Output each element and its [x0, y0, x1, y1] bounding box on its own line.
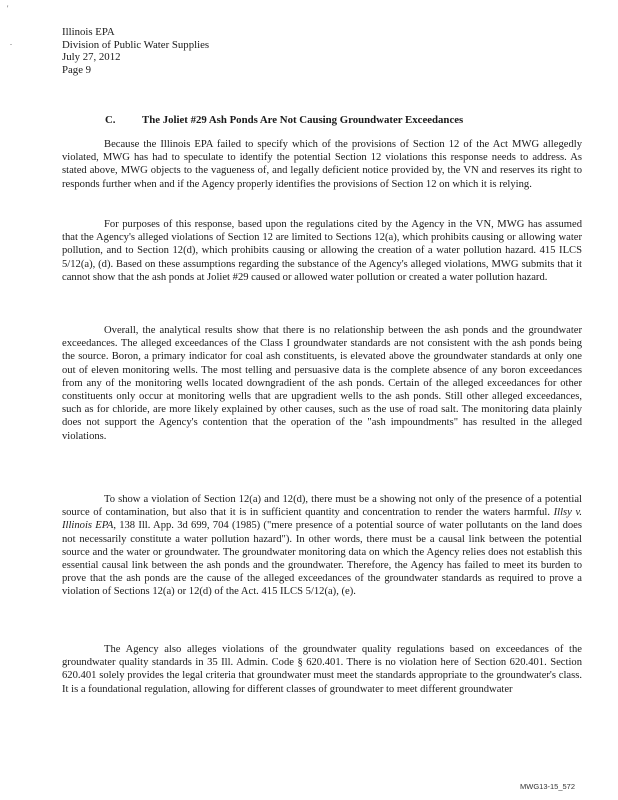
paragraph-5: The Agency also alleges violations of the groundwater quality regulations based on exceedances of the groundwater quality standards in 35 Ill. Admin. Code § 620.401. There is no violation here of Section 620.401. Section 620.401 solely provides the legal criteria that groundwater must meet the standards appropriate to the groundwater's class. It is a foundational regulation, allowing for different classes of groundwater to meet different groundwater [62, 644, 582, 695]
section-heading [105, 114, 463, 127]
section-letter: C. [105, 114, 116, 126]
recipient-agency: Illinois EPA [62, 26, 115, 38]
paragraph-4-text-a: To show a violation of Section 12(a) and 12(d), there must be a showing not only of the presence of a potential source of contamination, but also that it is in sufficient quantity and concentration to render the waters harmful. [62, 494, 582, 519]
case-citation: Illsy v. Illinois EPA [62, 507, 583, 532]
paragraph-1: Because the Illinois EPA failed to specify which of the provisions of Section 12 of the Act MWG allegedly violated, MWG has had to speculate to identify the potential Section 12 violations this response needs to address. As stated above, MWG objects to the vagueness of, and legally deficient notice provided by, the VN and reserves its right to responds further when and if the Agency properly identifies the provisions of Section 12 on which it is relying. [62, 139, 582, 190]
scan-speck: ' [7, 4, 9, 13]
paragraph-2: For purposes of this response, based upon the regulations cited by the Agency in the VN, MWG has assumed that the Agency's alleged violations of Section 12 are limited to Sections 12(a), which prohibits causing or allowing water pollution, and to Section 12(d), which prohibits causing or allowing the creation of a water pollution hazard. 415 ILCS 5/12(a), (d). Based on these assumptions regarding the substance of the Agency's alleged violations, MWG submits that it cannot show that the ash ponds at Joliet #29 caused or allowed water pollution or created a water pollution hazard. [62, 219, 582, 283]
letter-date: July 27, 2012 [62, 51, 121, 63]
paragraph-3: Overall, the analytical results show that there is no relationship between the ash ponds and the groundwater exceedances. The alleged exceedances of the Class I groundwater standards are not consistent with the ash ponds being the source. Boron, a primary indicator for coal ash constituents, is elevated above the groundwater standards at only one out of eleven monitoring wells. The most telling and persuasive data is the complete absence of any boron exceedances from any of the monitoring wells located downgradient of the ash ponds. Certain of the alleged exceedances for other constituents only occur at monitoring wells that are upgradient wells to the ash ponds. Still other alleged exceedances, such as for chloride, are more likely explained by other causes, such as the use of road salt. The monitoring data plainly does not support the Agency's contention that the operation of the "ash impoundments" has resulted in the alleged violations. [62, 325, 582, 442]
recipient-division: Division of Public Water Supplies [62, 38, 210, 51]
bates-number: MWG13-15_572 [520, 782, 576, 791]
page-number: Page 9 [62, 63, 92, 76]
paragraph-4-text-b: , 138 Ill. App. 3d 699, 704 (1985) ("mere presence of a potential source of water pollutants on the land does not necessarily constitute a water pollution hazard"). In other words, there must be a causal link between the potential source and the water or groundwater. The groundwater monitoring data on which the Agency relies does not establish this essential causal link between the ash ponds and the groundwater. Therefore, the Agency has failed to meet its burden to prove that the ash ponds are the cause of the alleged exceedances of the groundwater standards as required to prove a violation of Sections 12(a) or 12(d) of the Act. 415 ILCS 5/12(a), (e). [62, 520, 582, 598]
letterhead [62, 26, 209, 76]
scan-speck: . [10, 38, 12, 47]
section-title: The Joliet #29 Ash Ponds Are Not Causing Groundwater Exceedances [142, 114, 464, 126]
paragraph-4 [62, 493, 582, 599]
